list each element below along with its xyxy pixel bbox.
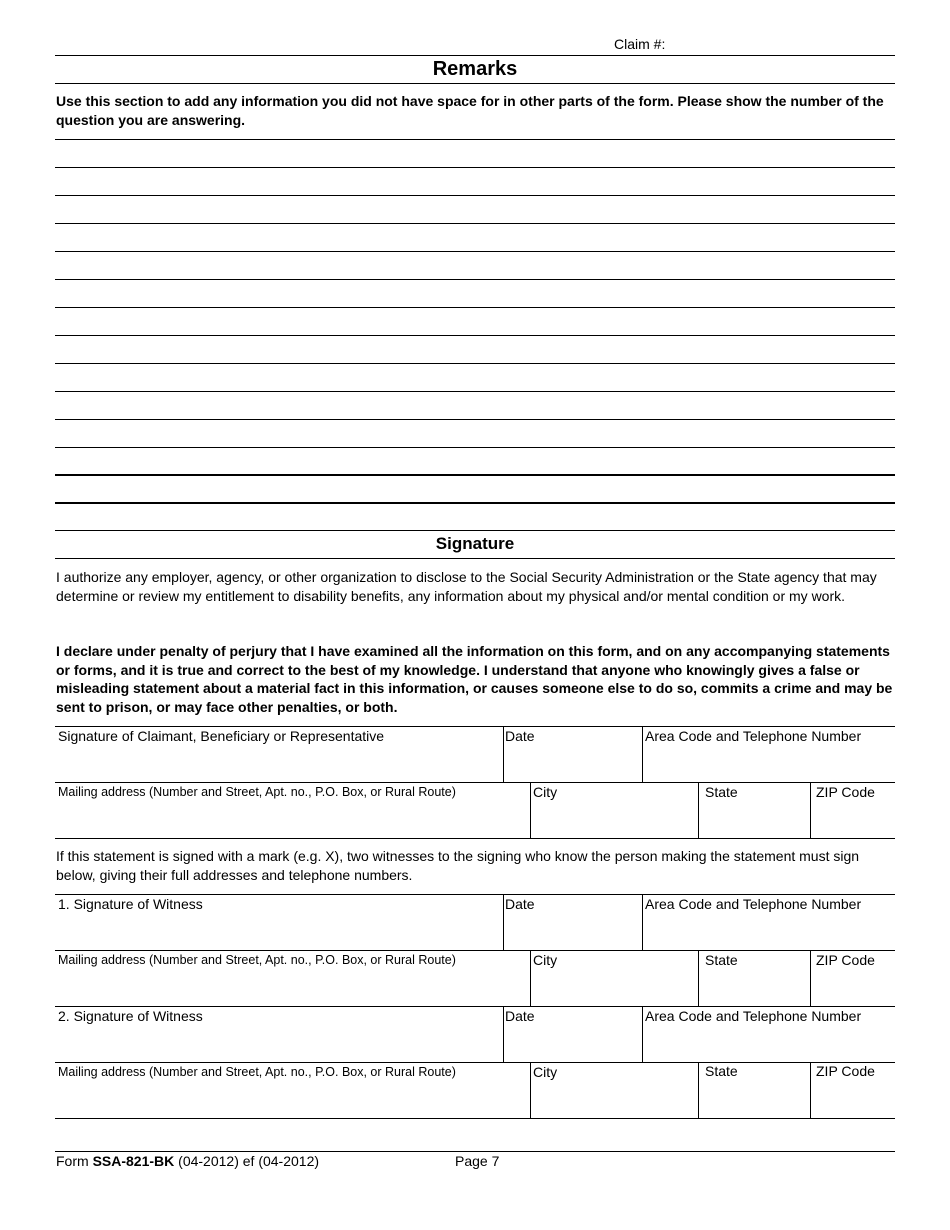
- witness1-city-field[interactable]: [532, 968, 697, 1005]
- remarks-entry-line[interactable]: [55, 504, 895, 531]
- claimant-state-label: State: [705, 784, 738, 800]
- cell-divider: [810, 950, 811, 1006]
- remarks-instructions: Use this section to add any information you did not have space for in other parts of the form. Please show the number of the question you are answering.: [56, 93, 884, 128]
- claimant-state-field[interactable]: [700, 800, 809, 837]
- witness2-address-label: Mailing address (Number and Street, Apt. no., P.O. Box, or Rural Route): [58, 1065, 456, 1079]
- remarks-entry-line[interactable]: [55, 420, 895, 447]
- witness-note: If this statement is signed with a mark (e.g. X), two witnesses to the signing who know the person making the statement must sign below, giving their full addresses and telephone numbers.: [56, 848, 860, 883]
- claimant-zip-label: ZIP Code: [816, 784, 875, 800]
- witness1-phone-label: Area Code and Telephone Number: [645, 896, 862, 912]
- cell-divider: [642, 1006, 643, 1062]
- witness1-date-field[interactable]: [505, 913, 641, 949]
- claimant-address-field[interactable]: [56, 800, 529, 837]
- authorization-text: I authorize any employer, agency, or other organization to disclose to the Social Security Administration or the State agency that may determine or review my entitlement to disability benefits, any information about my physical and/or mental condition or my work.: [56, 569, 877, 604]
- remarks-title-rule: [55, 83, 895, 84]
- cell-divider: [503, 894, 504, 950]
- witness2-block-bottom-rule: [55, 1118, 895, 1119]
- witness2-city-field[interactable]: [532, 1080, 697, 1117]
- page-number: Page 7: [455, 1153, 500, 1169]
- cell-divider: [698, 782, 699, 838]
- witness1-phone-field[interactable]: [644, 913, 894, 949]
- claimant-date-label: Date: [505, 728, 535, 744]
- claim-number-label: Claim #:: [614, 36, 666, 52]
- witness2-address-field[interactable]: [56, 1080, 529, 1117]
- claimant-city-field[interactable]: [532, 800, 697, 837]
- signature-title: Signature: [435, 534, 515, 553]
- signature-title-rule: [55, 558, 895, 559]
- claimant-city-label: City: [533, 784, 558, 800]
- footer-rule: [55, 1151, 895, 1152]
- form-prefix: Form: [56, 1153, 89, 1169]
- witness2-signature-field[interactable]: [56, 1025, 502, 1061]
- cell-divider: [530, 782, 531, 838]
- witness2-date-label: Date: [505, 1008, 535, 1024]
- witness2-row-rule: [55, 1062, 895, 1063]
- remarks-entry-line[interactable]: [55, 280, 895, 307]
- witness1-date-label: Date: [505, 896, 535, 912]
- claimant-address-label: Mailing address (Number and Street, Apt. no., P.O. Box, or Rural Route): [58, 785, 456, 799]
- witness2-state-label: State: [705, 1063, 738, 1079]
- witness1-row-rule: [55, 950, 895, 951]
- remarks-entry-line[interactable]: [55, 476, 895, 503]
- remarks-entry-line[interactable]: [55, 224, 895, 251]
- remarks-entry-line[interactable]: [55, 196, 895, 223]
- witness2-date-field[interactable]: [505, 1025, 641, 1061]
- witness2-city-label: City: [533, 1064, 558, 1080]
- witness2-signature-label: 2. Signature of Witness: [58, 1008, 203, 1024]
- witness2-zip-label: ZIP Code: [816, 1063, 875, 1079]
- remarks-entry-line[interactable]: [55, 364, 895, 391]
- remarks-entry-line[interactable]: [55, 252, 895, 279]
- witness1-block-bottom-rule: [55, 1006, 895, 1007]
- form-edition: (04-2012) ef (04-2012): [178, 1153, 320, 1169]
- witness1-block-top-rule: [55, 894, 895, 895]
- form-number: SSA-821-BK: [92, 1153, 175, 1169]
- cell-divider: [698, 950, 699, 1006]
- witness1-state-label: State: [705, 952, 738, 968]
- cell-divider: [810, 782, 811, 838]
- witness2-phone-field[interactable]: [644, 1025, 894, 1061]
- cell-divider: [642, 726, 643, 782]
- claimant-signature-label: Signature of Claimant, Beneficiary or Representative: [58, 728, 385, 744]
- claimant-signature-field[interactable]: [56, 745, 502, 781]
- form-identifier: [56, 1153, 319, 1169]
- cell-divider: [503, 1006, 504, 1062]
- witness1-signature-field[interactable]: [56, 913, 502, 949]
- claimant-phone-field[interactable]: [644, 745, 894, 781]
- cell-divider: [503, 726, 504, 782]
- witness1-address-label: Mailing address (Number and Street, Apt. no., P.O. Box, or Rural Route): [58, 953, 456, 967]
- remarks-title: Remarks: [432, 58, 518, 80]
- witness1-address-field[interactable]: [56, 968, 529, 1005]
- cell-divider: [530, 1062, 531, 1118]
- claim-number-field[interactable]: [675, 34, 895, 54]
- claimant-row-rule: [55, 782, 895, 783]
- claimant-phone-label: Area Code and Telephone Number: [645, 728, 862, 744]
- header-rule: [55, 55, 895, 56]
- cell-divider: [810, 1062, 811, 1118]
- signature-section-top-rule: [55, 530, 895, 531]
- witness2-zip-field[interactable]: [812, 1080, 894, 1117]
- witness1-zip-label: ZIP Code: [816, 952, 875, 968]
- remarks-entry-line[interactable]: [55, 308, 895, 335]
- declaration-text: I declare under penalty of perjury that I have examined all the information on this form, and on any accompanying statements or forms, and it is true and correct to the best of my knowledge. I understand that anyone who knowingly gives a false or misleading statement about a material fact in this information, or causes someone else to do so, commits a crime and may be sent to prison, or may face other penalties, or both.: [56, 643, 893, 715]
- remarks-entry-line[interactable]: [55, 336, 895, 363]
- remarks-entry-line[interactable]: [55, 168, 895, 195]
- cell-divider: [642, 894, 643, 950]
- claimant-date-field[interactable]: [505, 745, 641, 781]
- remarks-entry-line[interactable]: [55, 140, 895, 167]
- remarks-entry-line[interactable]: [55, 392, 895, 419]
- witness2-phone-label: Area Code and Telephone Number: [645, 1008, 862, 1024]
- witness1-zip-field[interactable]: [812, 968, 894, 1005]
- cell-divider: [530, 950, 531, 1006]
- witness2-state-field[interactable]: [700, 1080, 809, 1117]
- claimant-block-bottom-rule: [55, 838, 895, 839]
- witness1-signature-label: 1. Signature of Witness: [58, 896, 203, 912]
- remarks-entry-line[interactable]: [55, 448, 895, 475]
- witness1-state-field[interactable]: [700, 968, 809, 1005]
- witness1-city-label: City: [533, 952, 558, 968]
- claimant-zip-field[interactable]: [812, 800, 894, 837]
- cell-divider: [698, 1062, 699, 1118]
- claimant-block-top-rule: [55, 726, 895, 727]
